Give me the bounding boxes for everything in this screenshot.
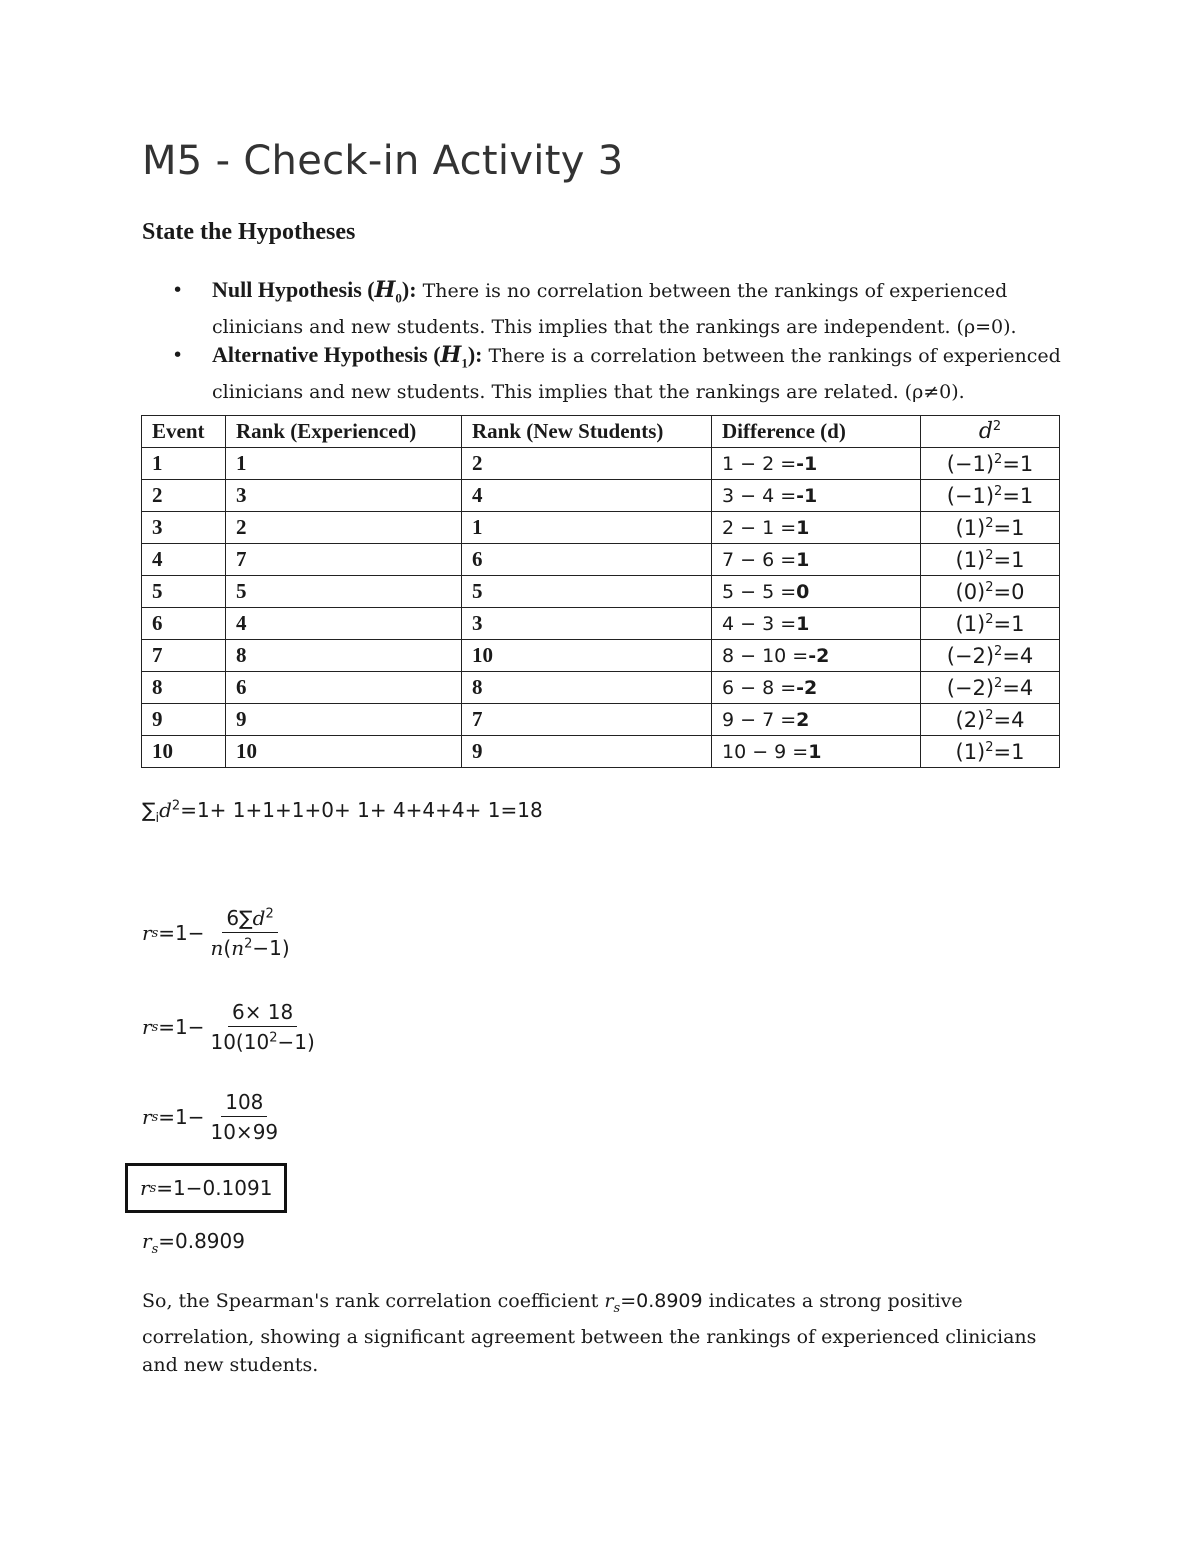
hypothesis-text: There is no correlation between the rankings of experienced clinicians and new students. This implies that the rankings are independent. (ρ=0).	[212, 280, 1017, 338]
cell-d-squared: $(-1)^2=1$	[921, 480, 1060, 512]
cell-event: 6	[142, 608, 226, 640]
null-hypothesis-item	[172, 276, 1072, 341]
cell-rank-experienced: 1	[226, 448, 462, 480]
table-row	[142, 704, 1060, 736]
cell-rank-new-students: 3	[462, 608, 712, 640]
table-row	[142, 448, 1060, 480]
table-row	[142, 672, 1060, 704]
cell-d-squared: $(-2)^2=4$	[921, 672, 1060, 704]
hypothesis-symbol: H	[374, 277, 396, 303]
cell-d-squared: $(1)^2=1$	[921, 512, 1060, 544]
formula-fraction: $\frac{6\times 18}{10(10^2-1)}$	[210, 1000, 315, 1054]
page-title: M5 - Check-in Activity 3	[142, 138, 624, 184]
bullet-icon: •	[172, 344, 184, 367]
cell-rank-new-students: 4	[462, 480, 712, 512]
cell-d-squared: $(-2)^2=4$	[921, 640, 1060, 672]
hypothesis-subscript: 0	[395, 290, 402, 306]
cell-rank-experienced: 2	[226, 512, 462, 544]
table-row	[142, 608, 1060, 640]
cell-difference: 2 − 1 =1	[712, 512, 921, 544]
cell-d-squared: $(1)^2=1$	[921, 608, 1060, 640]
table-row	[142, 576, 1060, 608]
cell-event: 4	[142, 544, 226, 576]
cell-rank-new-students: 10	[462, 640, 712, 672]
cell-d-squared: $(1)^2=1$	[921, 544, 1060, 576]
cell-rank-new-students: 6	[462, 544, 712, 576]
formula-fraction: $\frac{6\sum d^2}{n(n^2-1)}$	[210, 906, 290, 960]
cell-event: 1	[142, 448, 226, 480]
table-row	[142, 480, 1060, 512]
cell-d-squared: $(0)^2=0$	[921, 576, 1060, 608]
hypothesis-label: Null Hypothesis $(H_0)$:	[212, 277, 417, 306]
sum-of-d-squared: $\sum_id^2=1+ 1+1+1+0+ 1+ 4+4+4+ 1=18$	[142, 798, 543, 826]
cell-rank-new-students: 9	[462, 736, 712, 768]
rank-table	[141, 415, 1060, 768]
cell-event: 8	[142, 672, 226, 704]
cell-rank-experienced: 5	[226, 576, 462, 608]
table-row	[142, 640, 1060, 672]
cell-d-squared: $(2)^2=4$	[921, 704, 1060, 736]
cell-rank-experienced: 9	[226, 704, 462, 736]
cell-rank-experienced: 6	[226, 672, 462, 704]
cell-event: 10	[142, 736, 226, 768]
cell-event: 9	[142, 704, 226, 736]
cell-difference: 6 − 8 =-2	[712, 672, 921, 704]
hypotheses-list	[172, 276, 1072, 407]
cell-rank-new-students: 2	[462, 448, 712, 480]
cell-d-squared: $(1)^2=1$	[921, 736, 1060, 768]
cell-difference: 5 − 5 =0	[712, 576, 921, 608]
header-rank-new-students: Rank (New Students)	[462, 416, 712, 448]
cell-difference: 9 − 7 =2	[712, 704, 921, 736]
highlighted-step: r s =1−0.1091	[125, 1163, 287, 1213]
table-body	[142, 448, 1060, 768]
cell-rank-new-students: 5	[462, 576, 712, 608]
section-heading: State the Hypotheses	[142, 219, 356, 245]
cell-difference: 4 − 3 =1	[712, 608, 921, 640]
table-row	[142, 736, 1060, 768]
bullet-icon: •	[172, 279, 184, 301]
cell-rank-new-students: 1	[462, 512, 712, 544]
hypothesis-label: Alternative Hypothesis $(H_1)$:	[212, 342, 483, 371]
conclusion-paragraph: So, the Spearman's rank correlation coefficient $r_s=0.8909$ indicates a strong positive correlation, showing a significant agreement between the rankings of experienced clinicians and new students.	[142, 1290, 1037, 1376]
cell-rank-experienced: 4	[226, 608, 462, 640]
cell-rank-experienced: 8	[226, 640, 462, 672]
simplified-formula: r s =1− $\frac{108}{10\times 99}$	[142, 1090, 282, 1144]
table-header-row	[142, 416, 1060, 448]
cell-difference: 8 − 10 =-2	[712, 640, 921, 672]
alternative-hypothesis-item	[172, 341, 1072, 406]
hypothesis-symbol: H	[440, 342, 462, 369]
header-rank-experienced: Rank (Experienced)	[226, 416, 462, 448]
cell-event: 3	[142, 512, 226, 544]
spearman-formula: r s =1− $\frac{6\sum d^2}{n(n^2-1)}$	[142, 906, 294, 960]
cell-difference: 3 − 4 =-1	[712, 480, 921, 512]
cell-rank-new-students: 8	[462, 672, 712, 704]
cell-rank-experienced: 3	[226, 480, 462, 512]
cell-d-squared: $(-1)^2=1$	[921, 448, 1060, 480]
substituted-formula: r s =1− $\frac{6\times 18}{10(10^2-1)}$	[142, 1000, 319, 1054]
hypothesis-text: There is a correlation between the rankings of experienced clinicians and new students. This implies that the rankings are related. (ρ≠0).	[212, 345, 1061, 404]
cell-rank-new-students: 7	[462, 704, 712, 736]
table-row	[142, 512, 1060, 544]
inline-coefficient: $r_s=0.8909$	[604, 1290, 703, 1316]
cell-event: 5	[142, 576, 226, 608]
cell-difference: 7 − 6 =1	[712, 544, 921, 576]
final-result: $r_s=0.8909$	[142, 1229, 245, 1257]
cell-event: 7	[142, 640, 226, 672]
header-d-squared: $d^2$	[921, 416, 1060, 448]
cell-event: 2	[142, 480, 226, 512]
header-event: Event	[142, 416, 226, 448]
cell-difference: 1 − 2 =-1	[712, 448, 921, 480]
table-row	[142, 544, 1060, 576]
cell-rank-experienced: 10	[226, 736, 462, 768]
formula-fraction: $\frac{108}{10\times 99}$	[210, 1090, 279, 1144]
cell-difference: 10 − 9 =1	[712, 736, 921, 768]
cell-rank-experienced: 7	[226, 544, 462, 576]
header-difference: Difference (d)	[712, 416, 921, 448]
hypothesis-subscript: 1	[461, 355, 468, 371]
